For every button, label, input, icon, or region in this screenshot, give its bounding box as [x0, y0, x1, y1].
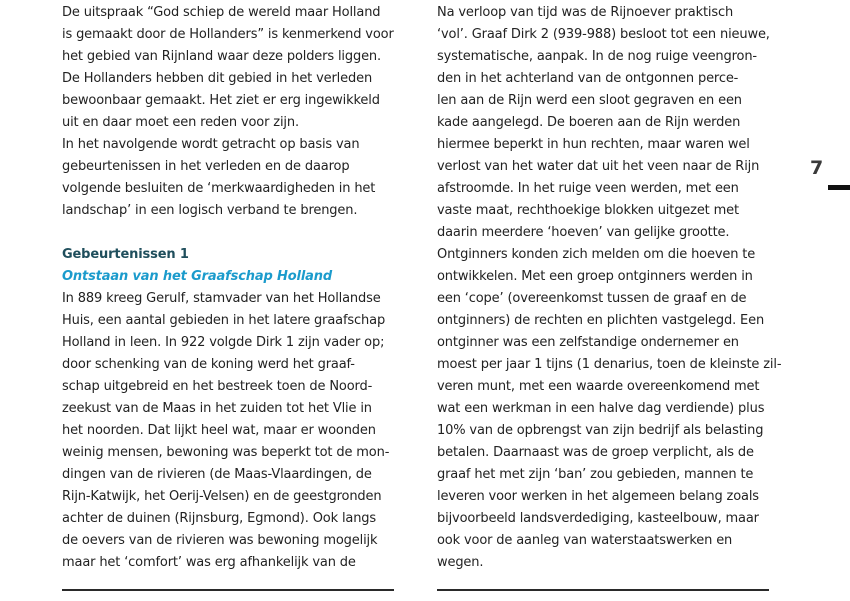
text-line: het gebied van Rijnland waar deze polders liggen.: [62, 49, 382, 64]
text-line: ontginners) de rechten en plichten vastgelegd. Een: [437, 313, 765, 328]
text-line: De uitspraak “God schiep de wereld maar Holland: [62, 5, 381, 20]
text-line: zeekust van de Maas in het zuiden tot het Vlie in: [62, 401, 372, 416]
text-line: In 889 kreeg Gerulf, stamvader van het Hollandse: [62, 291, 381, 306]
text-line: Ontginners konden zich melden om die hoeven te: [437, 247, 756, 262]
body-paragraph: [62, 288, 402, 574]
text-line: den in het achterland van de ontgonnen perce-: [437, 71, 739, 86]
section-heading: Gebeurtenissen 1: [62, 247, 189, 262]
text-line: Holland in leen. In 922 volgde Dirk 1 zijn vader op;: [62, 335, 385, 350]
text-line: afstroomde. In het ruige veen werden, met een: [437, 181, 739, 196]
text-line: volgende besluiten de ‘merkwaardigheden in het: [62, 181, 376, 196]
text-line: een ‘cope’ (overeenkomst tussen de graaf en de: [437, 291, 747, 306]
text-line: is gemaakt door de Hollanders” is kenmerkend voor: [62, 27, 394, 42]
text-line: daarin meerdere ‘hoeven’ van gelijke grootte.: [437, 225, 730, 240]
text-line: veren munt, met een waarde overeenkomend met: [437, 379, 760, 394]
text-line: vaste maat, rechthoekige blokken uitgezet met: [437, 203, 739, 218]
text-line: Huis, een aantal gebieden in het latere graafschap: [62, 313, 386, 328]
text-line: landschap’ in een logisch verband te brengen.: [62, 203, 358, 218]
footer-rule-left: [62, 589, 394, 591]
page-tab-marker: [828, 185, 850, 190]
text-line: ontginner was een zelfstandige ondernemer en: [437, 335, 739, 350]
text-line: verlost van het water dat uit het veen naar de Rijn: [437, 159, 760, 174]
left-column: [62, 2, 402, 574]
text-line: De Hollanders hebben dit gebied in het verleden: [62, 71, 373, 86]
intro-paragraph: [62, 2, 402, 222]
text-line: moest per jaar 1 tijns (1 denarius, toen de kleinste zil-: [437, 357, 782, 372]
text-line: ontwikkelen. Met een groep ontginners werden in: [437, 269, 753, 284]
text-line: ‘vol’. Graaf Dirk 2 (939-988) besloot tot een nieuwe,: [437, 27, 770, 42]
footer-rule-right: [437, 589, 769, 591]
text-line: bijvoorbeeld landsverdediging, kasteelbouw, maar: [437, 511, 759, 526]
paragraph-gap: [62, 222, 402, 244]
text-line: leveren voor werken in het algemeen belang zoals: [437, 489, 759, 504]
text-line: door schenking van de koning werd het graaf-: [62, 357, 355, 372]
text-line: Na verloop van tijd was de Rijnoever praktisch: [437, 5, 734, 20]
body-paragraph: [437, 2, 782, 574]
page-number: 7: [810, 157, 824, 179]
text-line: het noorden. Dat lijkt heel wat, maar er woonden: [62, 423, 376, 438]
text-line: ook voor de aanleg van waterstaatswerken en: [437, 533, 733, 548]
text-line: de oevers van de rivieren was bewoning mogelijk: [62, 533, 378, 548]
text-line: Rijn-Katwijk, het Oerij-Velsen) en de geestgronden: [62, 489, 382, 504]
text-line: gebeurtenissen in het verleden en de daarop: [62, 159, 350, 174]
text-line: schap uitgebreid en het bestreek toen de Noord-: [62, 379, 373, 394]
text-line: uit en daar moet een reden voor zijn.: [62, 115, 299, 130]
text-line: 10% van de opbrengst van zijn bedrijf als belasting: [437, 423, 764, 438]
text-line: hiermee beperkt in hun rechten, maar waren wel: [437, 137, 750, 152]
text-line: In het navolgende wordt getracht op basis van: [62, 137, 360, 152]
text-line: achter de duinen (Rijnsburg, Egmond). Ook langs: [62, 511, 377, 526]
text-line: len aan de Rijn werd een sloot gegraven en een: [437, 93, 742, 108]
text-line: weinig mensen, bewoning was beperkt tot de mon-: [62, 445, 390, 460]
text-line: bewoonbaar gemaakt. Het ziet er erg ingewikkeld: [62, 93, 380, 108]
text-line: betalen. Daarnaast was de groep verplicht, als de: [437, 445, 754, 460]
right-column: [437, 2, 782, 574]
text-line: wat een werkman in een halve dag verdiende) plus: [437, 401, 765, 416]
text-line: systematische, aanpak. In de nog ruige veengron-: [437, 49, 757, 64]
text-line: kade aangelegd. De boeren aan de Rijn werden: [437, 115, 741, 130]
text-line: maar het ‘comfort’ was erg afhankelijk van de: [62, 555, 356, 570]
section-subheading: Ontstaan van het Graafschap Holland: [62, 269, 333, 284]
text-line: wegen.: [437, 555, 484, 570]
text-line: dingen van de rivieren (de Maas-Vlaardingen, de: [62, 467, 372, 482]
text-line: graaf het met zijn ‘ban’ zou gebieden, mannen te: [437, 467, 754, 482]
